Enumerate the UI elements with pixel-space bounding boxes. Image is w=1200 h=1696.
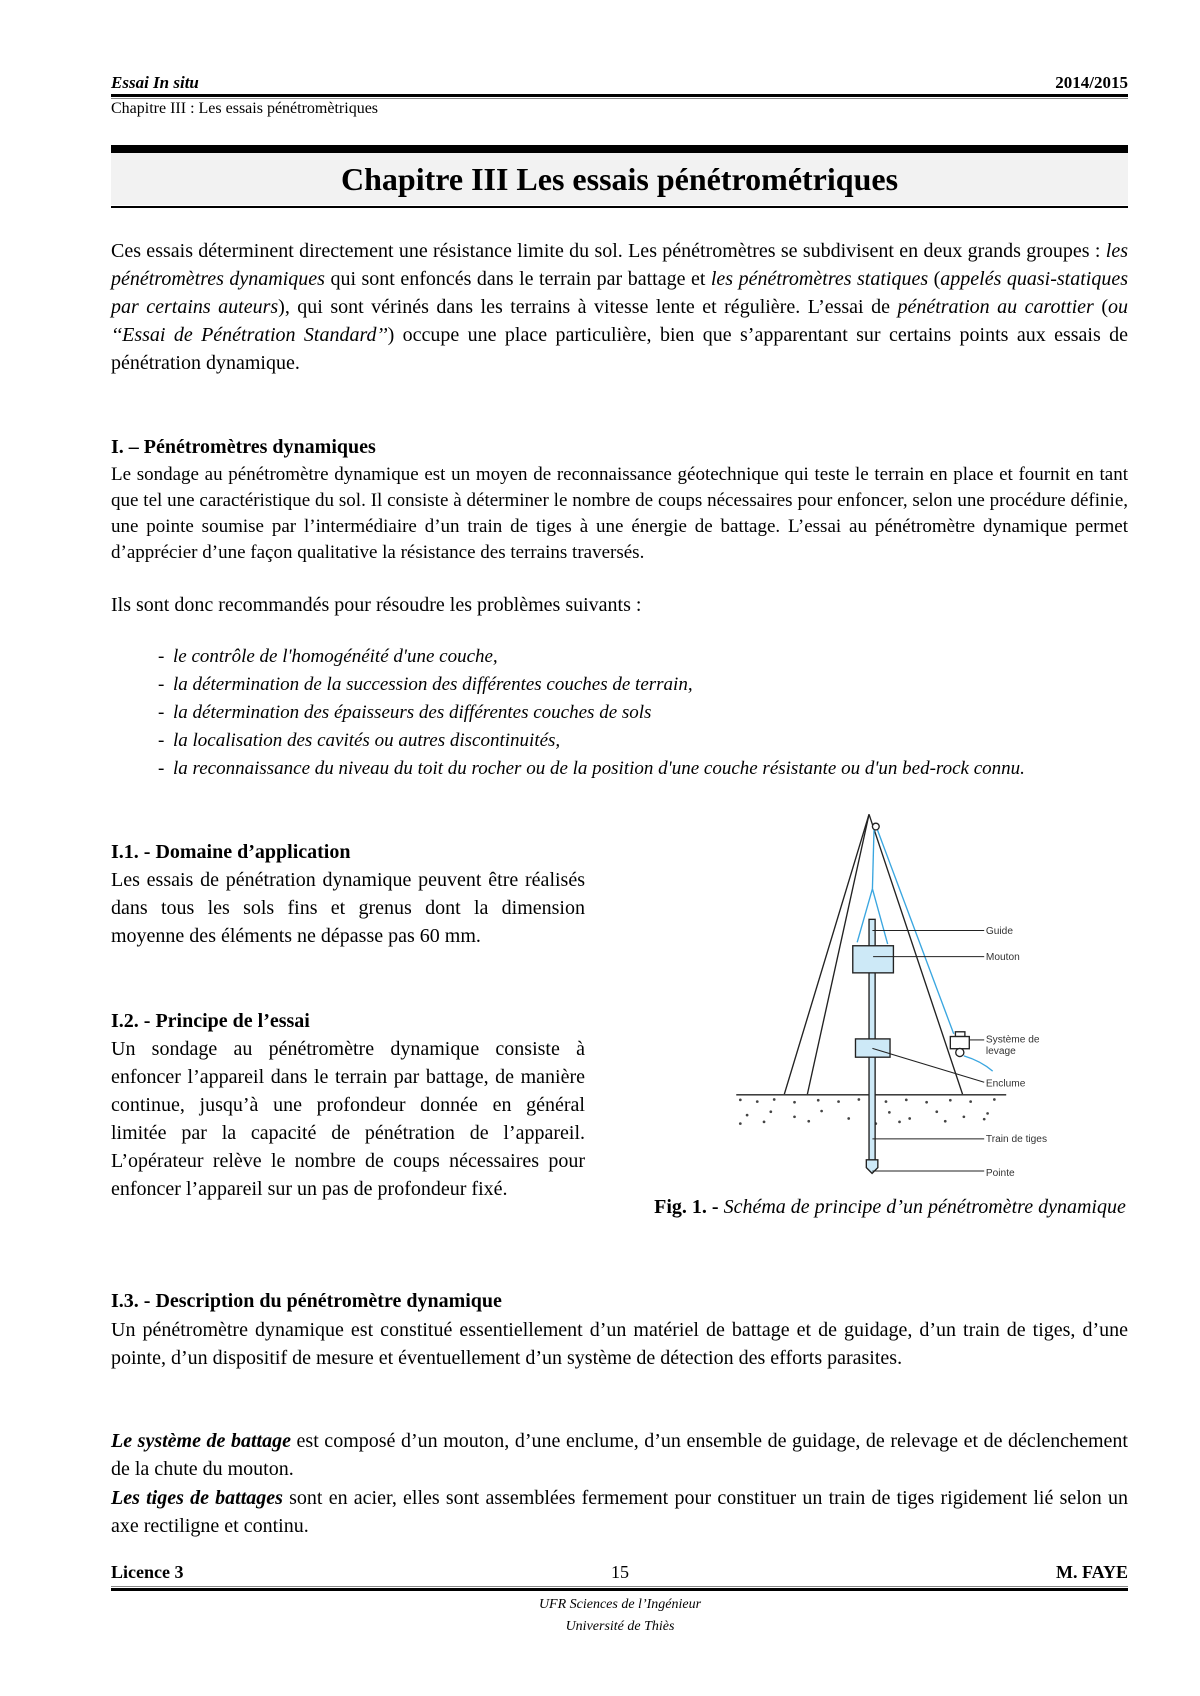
page-title: Chapitre III Les essais pénétrométriques (111, 153, 1128, 205)
section-lead: Ils sont donc recommandés pour résoudre les problèmes suivants : (111, 594, 642, 616)
intro-segment: ) occupe une place particulière, bien que s’apparentant sur certains points aux essais de pénétration dynamique. (111, 324, 1128, 374)
course-title: Essai In situ (111, 73, 199, 92)
subsection-heading: I.2. - Principe de l’essai (111, 1010, 310, 1032)
intro-segment: qui sont enfoncés dans le terrain par battage et (324, 268, 711, 290)
figure-caption: Fig. 1. - Schéma de principe d’un pénétromètre dynamique (654, 1196, 1126, 1218)
penetrometer-diagram (720, 800, 1140, 1227)
label-mouton: Mouton (985, 951, 1020, 963)
intro-segment: les pénétromètres dynamiques (111, 240, 1128, 290)
subsection-paragraph: Les essais de pénétration dynamique peuvent être réalisés dans tous les sols fins et grenus dont la dimension moyenne des éléments ne dépasse pas 60 mm. (111, 869, 585, 947)
label-levage-1: Système de (985, 1034, 1040, 1046)
label-train: Train de tiges (985, 1134, 1048, 1146)
battage-paragraph: Le système de battage est composé d’un mouton, d’une enclume, d’un ensemble de guidage, de relevage et de déclenchement de la chute du mouton. (111, 1430, 1128, 1480)
footer-level: Licence 3 (111, 1562, 184, 1582)
subsection-heading: I.1. - Domaine d’application (111, 841, 351, 863)
intro-segment: ou ‘‘Essai de Pénétration Standard’’ (111, 296, 1128, 346)
label-levage-2: levage (985, 1046, 1016, 1058)
list-item: - le contrôle de l'homogénéité d'une couche, (158, 646, 498, 667)
list-item: - la détermination des épaisseurs des différentes couches de sols (158, 702, 652, 723)
list-item: - la détermination de la succession des différentes couches de terrain, (158, 674, 693, 695)
intro-segment: Ces essais déterminent directement une résistance limite du sol. Les pénétromètres se subdivisent en deux grands groupes : (111, 240, 1106, 262)
label-pointe: Pointe (985, 1168, 1015, 1180)
footer-university: Université de Thiès (565, 1619, 675, 1634)
chapter-reference: Chapitre III : Les essais pénétromètriques (111, 100, 379, 117)
footer-author: M. FAYE (1056, 1562, 1128, 1582)
subsection-paragraph: Un pénétromètre dynamique est constitué essentiellement d’un matériel de battage et de guidage, d’un train de tiges, d’une pointe, d’un dispositif de mesure et éventuellement d’un système de détection des efforts parasites. (111, 1319, 1128, 1369)
intro-segment: ( (928, 268, 941, 290)
page-number: 15 (611, 1562, 629, 1582)
list-item: - la localisation des cavités ou autres discontinuités, (158, 730, 561, 751)
section-paragraph: Le sondage au pénétromètre dynamique est un moyen de reconnaissance géotechnique qui teste le terrain en place et fournit en tant que tel une caractéristique du sol. Il consiste à déterminer le nombre de coups nécessaires pour enfoncer, selon une procédure définie, une pointe soumise par l’intermédiaire d’un train de tiges à une énergie de battage. L’essai au pénétromètre dynamique permet d’apprécier d’une façon qualitative la résistance des terrains traversés. (111, 464, 1128, 563)
intro-segment: ), qui sont vérinés dans les terrains à vitesse lente et régulière. L’essai de (278, 296, 898, 318)
tiges-paragraph: Les tiges de battages sont en acier, elles sont assemblées fermement pour constituer un train de tiges rigidement lié selon un axe rectiligne et continu. (111, 1487, 1128, 1537)
title-rule (111, 206, 1128, 208)
intro-paragraph (111, 237, 1128, 377)
soil-dots (739, 1098, 996, 1125)
mouton-block (853, 946, 894, 973)
list-item: - la reconnaissance du niveau du toit du rocher ou de la position d'une couche résistante ou d'un bed-rock connu. (158, 758, 1025, 779)
academic-year: 2014/2015 (1055, 73, 1128, 92)
winch-icon (950, 1032, 969, 1057)
footer-rule-thin (111, 1586, 1128, 1587)
title-bar (111, 145, 1128, 153)
header-rule-thin (111, 98, 1128, 99)
label-guide: Guide (985, 926, 1013, 938)
label-enclume: Enclume (985, 1078, 1026, 1090)
footer-rule (111, 1588, 1128, 1591)
section-heading: I. – Pénétromètres dynamiques (111, 436, 376, 458)
problems-list (111, 643, 1128, 783)
intro-segment: appelés quasi-statiques par certains auteurs (111, 268, 1128, 318)
header-rule (111, 94, 1128, 97)
subsection-paragraph: Un sondage au pénétromètre dynamique consiste à enfoncer l’appareil dans le terrain par battage, de manière continue, jusqu’à une profondeur donnée en général limitée par la capacité de pénétration de l’appareil. L’opérateur relève le nombre de coups nécessaires pour enfoncer l’appareil sur un pas de profondeur fixé. (111, 1038, 585, 1200)
intro-segment: pénétration au carottier (897, 296, 1094, 318)
intro-segment: ( (1093, 296, 1108, 318)
pulley-icon (872, 823, 879, 830)
intro-segment: les pénétromètres statiques (710, 268, 929, 290)
subsection-heading: I.3. - Description du pénétromètre dynamique (111, 1290, 502, 1312)
footer-ufr: UFR Sciences de l’Ingénieur (538, 1597, 702, 1612)
